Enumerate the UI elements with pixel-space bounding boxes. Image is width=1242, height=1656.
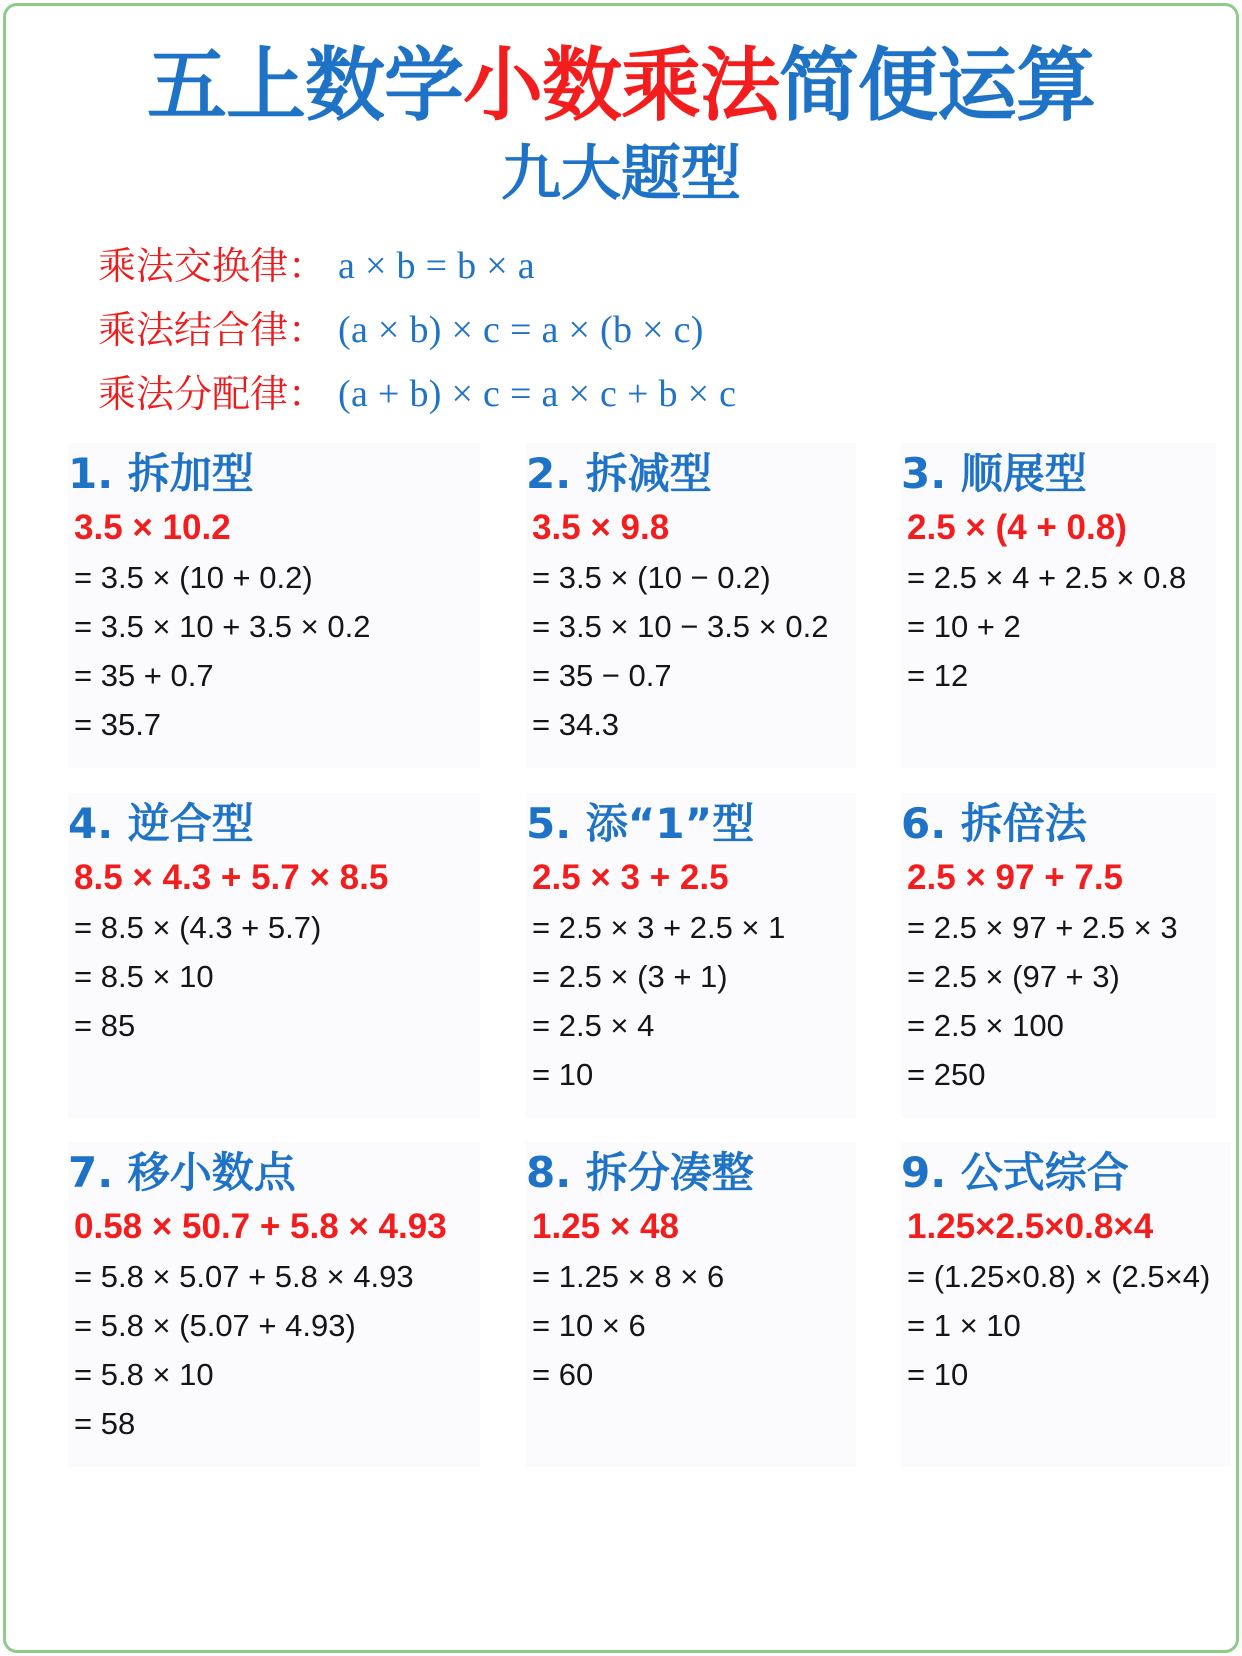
card-title: 2. 拆减型 — [526, 449, 712, 498]
solution-step: = 85 — [74, 1008, 136, 1043]
solution-step: = 2.5 × 3 + 2.5 × 1 — [532, 910, 786, 945]
solution-steps — [74, 903, 321, 1050]
title-highlight: 小数乘法 — [463, 39, 779, 132]
solution-step: = 10 — [532, 1057, 594, 1092]
problem-card — [68, 1142, 480, 1467]
card-title: 1. 拆加型 — [68, 449, 254, 498]
solution-step: = 3.5 × 10 + 3.5 × 0.2 — [74, 609, 371, 644]
solution-steps — [907, 553, 1186, 700]
problem-card — [901, 1142, 1231, 1467]
law-name: 乘法分配律： — [98, 372, 327, 416]
solution-step: = 35.7 — [74, 707, 162, 742]
solution-step: = 2.5 × 97 + 2.5 × 3 — [907, 910, 1178, 945]
card-title: 6. 拆倍法 — [901, 799, 1087, 848]
card-problem: 1.25 × 48 — [532, 1207, 679, 1246]
card-problem: 0.58 × 50.7 + 5.8 × 4.93 — [74, 1207, 447, 1246]
problem-card — [68, 793, 480, 1118]
solution-steps — [532, 903, 785, 1099]
solution-step: = 35 + 0.7 — [74, 658, 214, 693]
solution-step: = 5.8 × 5.07 + 5.8 × 4.93 — [74, 1259, 414, 1294]
solution-steps — [74, 553, 370, 749]
card-problem: 1.25×2.5×0.8×4 — [907, 1207, 1154, 1246]
card-title: 8. 拆分凑整 — [526, 1148, 754, 1197]
solution-step: = 12 — [907, 658, 969, 693]
solution-step: = 8.5 × 10 — [74, 959, 214, 994]
solution-step: = 250 — [907, 1057, 986, 1092]
solution-step: = 10 × 6 — [532, 1308, 646, 1343]
solution-steps — [907, 903, 1178, 1099]
solution-step: = 2.5 × (3 + 1) — [532, 959, 728, 994]
solution-step: = 8.5 × (4.3 + 5.7) — [74, 910, 322, 945]
solution-step: = 5.8 × (5.07 + 4.93) — [74, 1308, 356, 1343]
card-title: 7. 移小数点 — [68, 1148, 296, 1197]
card-problem: 3.5 × 9.8 — [532, 508, 670, 547]
solution-step: = 1.25 × 8 × 6 — [532, 1259, 725, 1294]
law-name: 乘法结合律： — [98, 308, 327, 352]
card-problem: 3.5 × 10.2 — [74, 508, 231, 547]
solution-step: = 1 × 10 — [907, 1308, 1021, 1343]
problem-card — [526, 443, 856, 768]
card-title: 5. 添“1”型 — [526, 799, 755, 848]
card-title: 9. 公式综合 — [901, 1148, 1129, 1197]
solution-step: = 2.5 × 4 — [532, 1008, 655, 1043]
solution-step: = 10 + 2 — [907, 609, 1021, 644]
solution-step: = 58 — [74, 1406, 136, 1441]
solution-steps — [532, 553, 828, 749]
law-formula: (a × b) × c = a × (b × c) — [338, 309, 704, 351]
law-name: 乘法交换律： — [98, 244, 327, 288]
problem-card — [526, 793, 856, 1118]
solution-step: = 60 — [532, 1357, 594, 1392]
solution-step: = 5.8 × 10 — [74, 1357, 214, 1392]
problem-card — [526, 1142, 856, 1467]
math-poster — [3, 3, 1239, 1653]
problem-card — [68, 443, 480, 768]
solution-step: = 2.5 × (97 + 3) — [907, 959, 1120, 994]
poster-subtitle: 九大题型 — [501, 139, 741, 209]
title-suffix: 简便运算 — [779, 39, 1095, 132]
problem-card — [901, 443, 1216, 768]
solution-step: = 34.3 — [532, 707, 620, 742]
law-formula: (a + b) × c = a × c + b × c — [338, 373, 737, 415]
solution-step: = 3.5 × 10 − 3.5 × 0.2 — [532, 609, 829, 644]
card-problem: 2.5 × 97 + 7.5 — [907, 858, 1124, 897]
solution-step: = 3.5 × (10 + 0.2) — [74, 560, 313, 595]
solution-step: = 3.5 × (10 − 0.2) — [532, 560, 771, 595]
solution-step: = (1.25×0.8) × (2.5×4) — [907, 1259, 1211, 1294]
solution-steps — [532, 1252, 724, 1399]
solution-step: = 2.5 × 100 — [907, 1008, 1064, 1043]
solution-steps — [74, 1252, 414, 1448]
card-problem: 2.5 × 3 + 2.5 — [532, 858, 729, 897]
card-title: 4. 逆合型 — [68, 799, 254, 848]
solution-step: = 10 — [907, 1357, 969, 1392]
card-problem: 2.5 × (4 + 0.8) — [907, 508, 1127, 547]
solution-steps — [907, 1252, 1210, 1399]
problem-card — [901, 793, 1216, 1118]
card-title: 3. 顺展型 — [901, 449, 1087, 498]
solution-step: = 2.5 × 4 + 2.5 × 0.8 — [907, 560, 1187, 595]
title-prefix: 五上数学 — [147, 39, 463, 132]
problem-types-grid — [6, 6, 1236, 1650]
solution-step: = 35 − 0.7 — [532, 658, 672, 693]
card-problem: 8.5 × 4.3 + 5.7 × 8.5 — [74, 858, 389, 897]
law-formula: a × b = b × a — [338, 245, 535, 287]
